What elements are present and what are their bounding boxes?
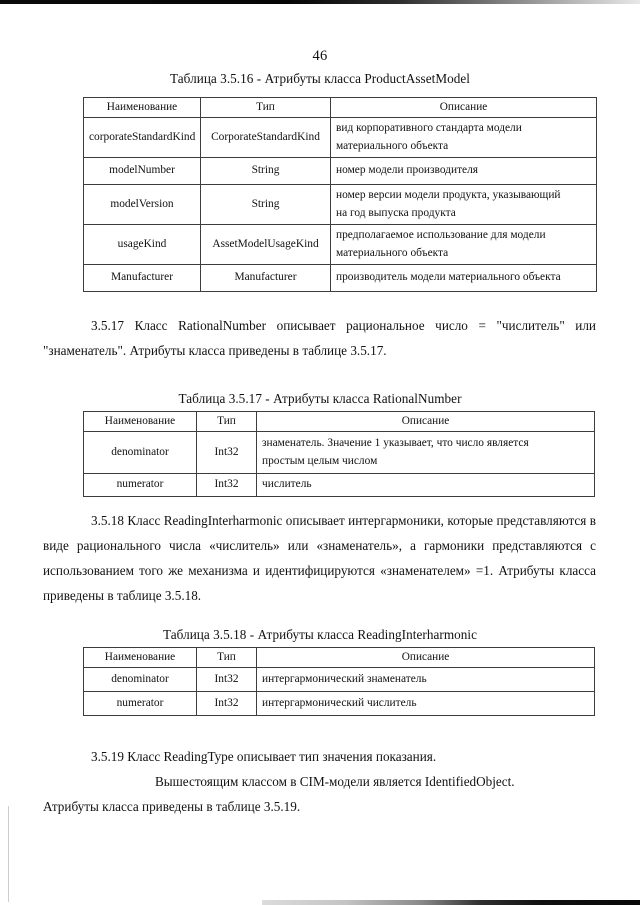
cell-attribute-name: numerator xyxy=(84,474,197,497)
table-row xyxy=(84,158,597,185)
table-row xyxy=(84,668,595,692)
description-line: предполагаемое использование для модели xyxy=(336,228,546,241)
scan-edge-left xyxy=(8,806,9,902)
description-line: материального объекта xyxy=(336,139,449,152)
column-header-type: Тип xyxy=(197,648,257,668)
table-caption-product-asset-model: Таблица 3.5.16 - Атрибуты класса ProductAssetModel xyxy=(169,71,471,86)
cell-attribute-description xyxy=(331,225,597,265)
description-line: на год выпуска продукта xyxy=(336,206,456,219)
cell-attribute-name: Manufacturer xyxy=(84,265,201,292)
column-header-name: Наименование xyxy=(84,648,197,668)
paragraph-3-5-19-line-2: Вышестоящим классом в CIM-модели является IdentifiedObject. xyxy=(155,774,515,789)
cell-attribute-type: Int32 xyxy=(197,668,257,692)
table-caption-rational-number: Таблица 3.5.17 - Атрибуты класса RationalNumber xyxy=(178,391,462,406)
scan-edge-bottom xyxy=(262,900,640,905)
description-line: интергармонический числитель xyxy=(262,696,417,709)
table-header-row xyxy=(84,98,597,118)
cell-attribute-type: Manufacturer xyxy=(201,265,331,292)
cell-attribute-name: corporateStandardKind xyxy=(84,118,201,158)
description-line: знаменатель. Значение 1 указывает, что число является xyxy=(262,436,529,449)
scan-edge-top xyxy=(0,0,640,4)
cell-attribute-description xyxy=(331,158,597,185)
table-row xyxy=(84,225,597,265)
cell-attribute-type: AssetModelUsageKind xyxy=(201,225,331,265)
cell-attribute-name: modelVersion xyxy=(84,185,201,225)
cell-attribute-name: modelNumber xyxy=(84,158,201,185)
column-header-description: Описание xyxy=(257,648,595,668)
column-header-description: Описание xyxy=(331,98,597,118)
page-number: 46 xyxy=(312,48,328,64)
description-line: интергармонический знаменатель xyxy=(262,672,427,685)
cell-attribute-name: denominator xyxy=(84,432,197,474)
cell-attribute-name: denominator xyxy=(84,668,197,692)
table-row xyxy=(84,118,597,158)
paragraph-3-5-19-line-3: Атрибуты класса приведены в таблице 3.5.19. xyxy=(43,799,301,814)
paragraph-3-5-17: 3.5.17 Класс RationalNumber описывает рациональное число = "числитель" или "знаменатель". Атрибуты класса приведены в таблице 3.5.17. xyxy=(43,318,596,358)
paragraph-3-5-18: 3.5.18 Класс ReadingInterharmonic описывает интергармоники, которые представляются в виде рационального числа «числитель» или «знаменатель», а гармоники представляются с использованием того же механизма и идентифицируются «знаменателем» =1. Атрибуты класса приведены в таблице 3.5.18. xyxy=(43,513,596,603)
column-header-name: Наименование xyxy=(84,412,197,432)
column-header-name: Наименование xyxy=(84,98,201,118)
table-product-asset-model xyxy=(83,97,597,292)
description-line: числитель xyxy=(262,478,312,491)
cell-attribute-type: Int32 xyxy=(197,474,257,497)
cell-attribute-name: numerator xyxy=(84,692,197,716)
description-line: материального объекта xyxy=(336,246,449,259)
paragraph-3-5-19-line-1: 3.5.19 Класс ReadingType описывает тип значения показания. xyxy=(91,749,437,764)
cell-attribute-description xyxy=(257,668,595,692)
table-caption-reading-interharmonic: Таблица 3.5.18 - Атрибуты класса ReadingInterharmonic xyxy=(162,627,478,642)
cell-attribute-description xyxy=(331,118,597,158)
column-header-type: Тип xyxy=(197,412,257,432)
cell-attribute-type: Int32 xyxy=(197,432,257,474)
cell-attribute-type: String xyxy=(201,158,331,185)
description-line: номер модели производителя xyxy=(336,164,479,177)
cell-attribute-description xyxy=(331,185,597,225)
table-row xyxy=(84,692,595,716)
cell-attribute-description xyxy=(257,692,595,716)
table-rational-number xyxy=(83,411,595,497)
table-header-row xyxy=(84,648,595,668)
description-line: вид корпоративного стандарта модели xyxy=(336,121,522,134)
cell-attribute-description xyxy=(257,432,595,474)
description-line: простым целым числом xyxy=(262,454,378,467)
description-line: номер версии модели продукта, указывающий xyxy=(336,188,561,201)
table-row xyxy=(84,185,597,225)
cell-attribute-description xyxy=(331,265,597,292)
cell-attribute-type: CorporateStandardKind xyxy=(201,118,331,158)
table-row xyxy=(84,474,595,497)
column-header-type: Тип xyxy=(201,98,331,118)
cell-attribute-description xyxy=(257,474,595,497)
table-row xyxy=(84,265,597,292)
cell-attribute-type: String xyxy=(201,185,331,225)
cell-attribute-type: Int32 xyxy=(197,692,257,716)
description-line: производитель модели материального объекта xyxy=(336,271,561,284)
table-reading-interharmonic xyxy=(83,647,595,716)
table-row xyxy=(84,432,595,474)
cell-attribute-name: usageKind xyxy=(84,225,201,265)
table-header-row xyxy=(84,412,595,432)
column-header-description: Описание xyxy=(257,412,595,432)
